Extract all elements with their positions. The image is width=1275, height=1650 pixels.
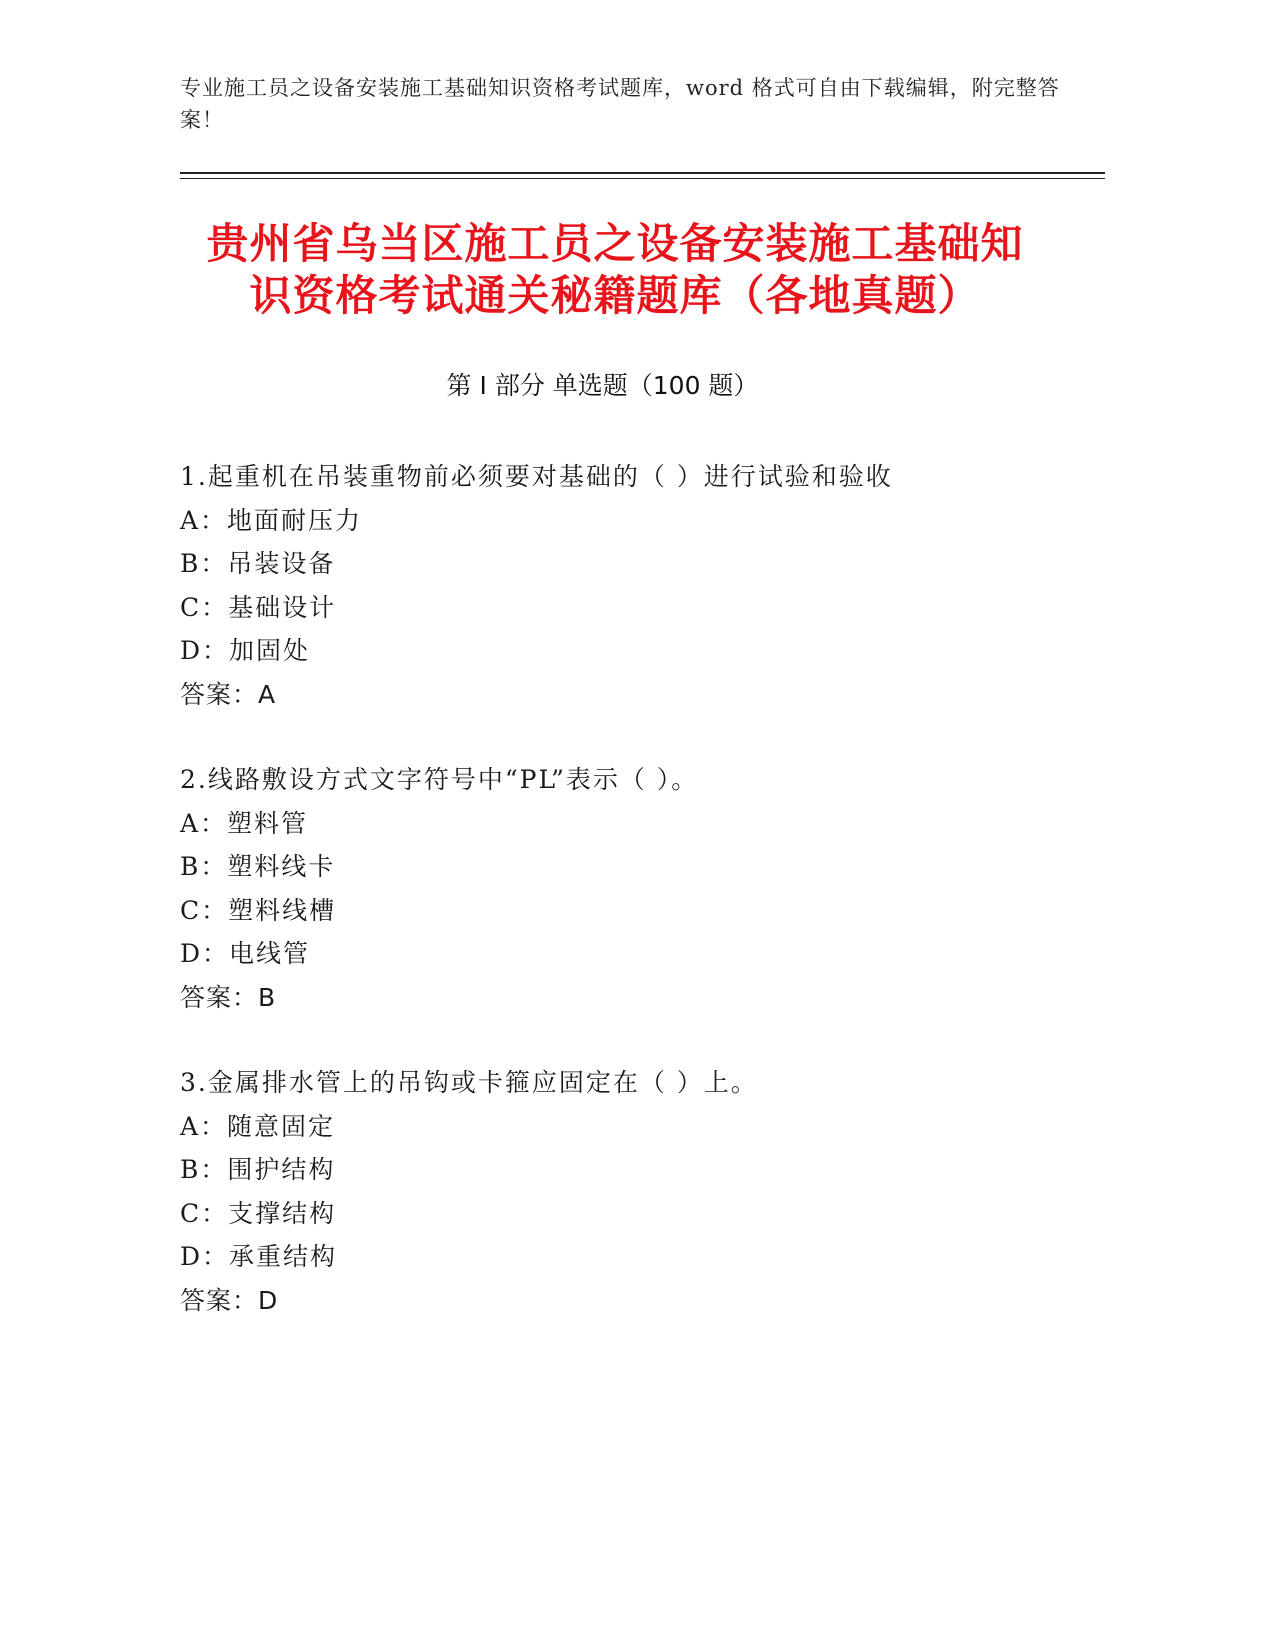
option-c: C：塑料线槽	[180, 895, 337, 925]
question-3	[180, 1061, 1105, 1322]
header-note: 专业施工员之设备安装施工基础知识资格考试题库，word 格式可自由下载编辑，附完整答案！	[180, 76, 1060, 132]
header-divider-thin	[180, 178, 1105, 179]
answer: 答案：A	[180, 679, 277, 709]
question-2	[180, 758, 1105, 1019]
question-stem: 2.线路敷设方式文字符号中“PL”表示（ ）。	[180, 765, 699, 794]
option-c: C：支撑结构	[180, 1198, 337, 1228]
document-title-line-2: 识资格考试通关秘籍题库（各地真题）	[249, 271, 981, 320]
question-stem: 1.起重机在吊装重物前必须要对基础的（ ）进行试验和验收	[180, 462, 893, 491]
option-b: B：围护结构	[180, 1155, 336, 1184]
option-b: B：塑料线卡	[180, 852, 336, 881]
option-d: D：加固处	[180, 636, 311, 665]
option-a: A：塑料管	[180, 808, 309, 838]
question-1	[180, 455, 1105, 716]
document-title-line-1: 贵州省乌当区施工员之设备安装施工基础知	[206, 219, 1024, 268]
question-list	[180, 455, 1105, 1364]
option-c: C：基础设计	[180, 592, 337, 622]
answer: 答案：D	[180, 1285, 279, 1315]
option-b: B：吊装设备	[180, 549, 336, 578]
answer: 答案：B	[180, 982, 277, 1012]
option-a: A：地面耐压力	[180, 505, 363, 535]
option-a: A：随意固定	[180, 1111, 336, 1141]
option-d: D：承重结构	[180, 1242, 338, 1271]
document-title	[175, 218, 1055, 322]
question-stem: 3.金属排水管上的吊钩或卡箍应固定在（ ）上。	[180, 1068, 758, 1097]
header-divider-thick	[180, 172, 1105, 174]
section-title: 第 I 部分 单选题（100 题）	[446, 371, 759, 400]
option-d: D：电线管	[180, 939, 311, 968]
